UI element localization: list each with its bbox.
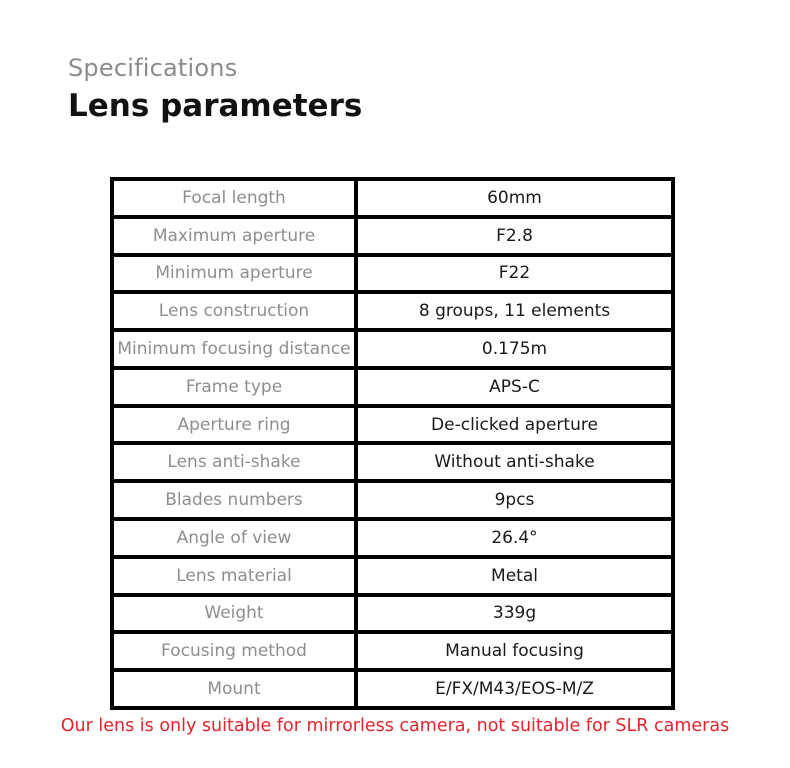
table-row	[114, 332, 671, 366]
section-subtitle: Specifications	[68, 54, 238, 82]
spec-value: APS-C	[358, 370, 671, 404]
spec-label: Weight	[114, 597, 354, 631]
spec-value: Metal	[358, 559, 671, 593]
table-row	[114, 445, 671, 479]
spec-label: Lens construction	[114, 294, 354, 328]
spec-value: F22	[358, 257, 671, 291]
table-row	[114, 597, 671, 631]
page-title: Lens parameters	[68, 88, 363, 124]
spec-value: Without anti-shake	[358, 445, 671, 479]
spec-label: Aperture ring	[114, 408, 354, 442]
table-row	[114, 483, 671, 517]
spec-value: E/FX/M43/EOS-M/Z	[358, 672, 671, 706]
table-row	[114, 521, 671, 555]
specifications-table	[110, 177, 675, 710]
spec-label: Angle of view	[114, 521, 354, 555]
spec-value: 0.175m	[358, 332, 671, 366]
table-row	[114, 294, 671, 328]
spec-value: 9pcs	[358, 483, 671, 517]
spec-label: Minimum focusing distance	[114, 332, 354, 366]
spec-label: Mount	[114, 672, 354, 706]
spec-label: Frame type	[114, 370, 354, 404]
spec-value: F2.8	[358, 219, 671, 253]
table-row	[114, 634, 671, 668]
compatibility-warning: Our lens is only suitable for mirrorless camera, not suitable for SLR cameras	[60, 716, 730, 736]
spec-value: Manual focusing	[358, 634, 671, 668]
table-row	[114, 408, 671, 442]
spec-value: 60mm	[358, 181, 671, 215]
spec-value: 26.4°	[358, 521, 671, 555]
spec-label: Blades numbers	[114, 483, 354, 517]
spec-label: Focusing method	[114, 634, 354, 668]
table-row	[114, 672, 671, 706]
table-row	[114, 370, 671, 404]
table-row	[114, 219, 671, 253]
table-row	[114, 181, 671, 215]
spec-label: Lens anti-shake	[114, 445, 354, 479]
spec-label: Maximum aperture	[114, 219, 354, 253]
table-row	[114, 559, 671, 593]
spec-value: De-clicked aperture	[358, 408, 671, 442]
table-row	[114, 257, 671, 291]
spec-label: Lens material	[114, 559, 354, 593]
spec-value: 339g	[358, 597, 671, 631]
spec-value: 8 groups, 11 elements	[358, 294, 671, 328]
spec-label: Minimum aperture	[114, 257, 354, 291]
spec-label: Focal length	[114, 181, 354, 215]
